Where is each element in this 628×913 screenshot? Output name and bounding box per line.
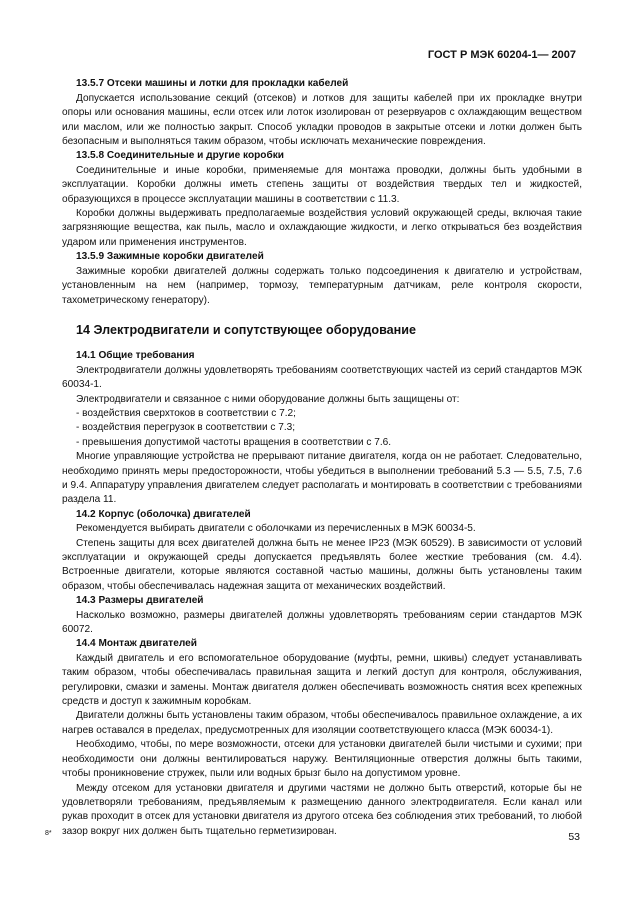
- page-number: 53: [568, 831, 580, 843]
- paragraph: Многие управляющие устройства не прерывают питание двигателя, когда он не работает. Следовательно, необходимо принять меры предосторожности, чтобы убедиться в выполнении требований 5.3 — 5.5, 7.5, 7.6 и 9.4. Аппаратуру управления двигателем следует располагать и монтировать в соответствии с требованиями раздела 11.: [62, 451, 582, 506]
- subsection-heading: 13.5.7 Отсеки машины и лотки для прокладки кабелей: [76, 78, 349, 90]
- subsection-heading: 13.5.9 Зажимные коробки двигателей: [76, 251, 264, 263]
- document-header: ГОСТ Р МЭК 60204-1— 2007: [427, 49, 576, 61]
- paragraph: Электродвигатели и связанное с ними оборудование должны быть защищены от:: [76, 393, 460, 405]
- sheet-mark: 8*: [45, 830, 52, 837]
- paragraph: Электродвигатели должны удовлетворять требованиям соответствующих частей из серий стандартов МЭК 60034-1.: [62, 364, 582, 391]
- paragraph: Коробки должны выдерживать предполагаемые воздействия условий окружающей среды, включая такие загрязняющие вещества, как пыль, масло и охлаждающие жидкости, и легко открываться без воздействия ударом или применения инструментов.: [62, 208, 582, 248]
- paragraph: Каждый двигатель и его вспомогательное оборудование (муфты, ремни, шкивы) следует устанавливать таким образом, чтобы обеспечивалась правильная защита и легкий доступ для контроля, обслуживания, регулировки, смазки и замены. Монтаж двигателя должен обеспечивать возможность снятия всех крепежных средств и доступ к зажимным коробкам.: [62, 652, 582, 708]
- subsection-heading: 14.1 Общие требования: [76, 350, 195, 362]
- paragraph: Рекомендуется выбирать двигатели с оболочками из перечисленных в МЭК 60034-5.: [76, 523, 476, 535]
- paragraph: Необходимо, чтобы, по мере возможности, отсеки для установки двигателей были чистыми и сухими; при необходимости они должны вентилироваться наружу. Вентиляционные отверстия должны быть такими, чтобы проникновение стружек, пыли или водных брызг было на допустимом уровне.: [62, 739, 582, 780]
- paragraph: Насколько возможно, размеры двигателей должны удовлетворять требованиям серии стандартов МЭК 60072.: [62, 609, 582, 636]
- subsection-heading: 14.4 Монтаж двигателей: [76, 638, 197, 650]
- subsection-heading: 14.3 Размеры двигателей: [76, 595, 204, 607]
- list-item: - воздействия сверхтоков в соответствии с 7.2;: [76, 407, 296, 419]
- section-heading: 14 Электродвигатели и сопутствующее оборудование: [76, 322, 417, 337]
- subsection-heading: 13.5.8 Соединительные и другие коробки: [76, 150, 284, 162]
- paragraph: Двигатели должны быть установлены таким образом, чтобы обеспечивалось правильное охлаждение, а их нагрев оставался в пределах, предусмотренных для изоляции соответствующего класса (МЭК 60034-1).: [62, 710, 582, 736]
- subsection-heading: 14.2 Корпус (оболочка) двигателей: [76, 508, 251, 520]
- paragraph: Зажимные коробки двигателей должны содержать только подсоединения к двигателю и устройствам, установленным на нем (например, тормозу, температурным датчикам, реле контроля скорости, тахометрическому генератору).: [62, 265, 582, 306]
- paragraph: Степень защиты для всех двигателей должна быть не менее IP23 (МЭК 60529). В зависимости от условий эксплуатации и окружающей среды допускается предъявлять более жесткие требования (см. 4.4). Встроенные двигатели, которые являются составной частью машины, должны быть установлены таким образом, чтобы обеспечивалась надежная защита от механических воздействий.: [62, 537, 582, 592]
- paragraph: Допускается использование секций (отсеков) и лотков для защиты кабелей при их прокладке внутри опоры или основания машины, если отсек или лоток изолирован от резервуаров с охлаждающим веществом или маслом, или же полностью закрыт. Способ укладки проводов в закрытые отсеки и лотки должен быть безопасным и выполняться таким образом, чтобы исключать механические повреждения.: [62, 92, 582, 148]
- document-body: [62, 77, 582, 839]
- list-item: - превышения допустимой частоты вращения в соответствии с 7.6.: [76, 436, 392, 448]
- paragraph: Соединительные и иные коробки, применяемые для монтажа проводки, должны быть удобными в эксплуатации. Коробки должны иметь степень защиты от воздействия твердых тел и жидкостей, образующихся в процессе эксплуатации машины в соответствии с 11.3.: [62, 164, 582, 205]
- paragraph: Между отсеком для установки двигателя и другими частями не должно быть отверстий, которые бы не удовлетворяли требованиям, предъявляемым к размещению данного электродвигателя. Если канал или рукав проходит в отсек для установки двигателя из другого отсека без соблюдения этих требований, то любой зазор вокруг них должен быть тщательно герметизирован.: [62, 782, 582, 837]
- list-item: - воздействия перегрузок в соответствии с 7.3;: [76, 422, 296, 434]
